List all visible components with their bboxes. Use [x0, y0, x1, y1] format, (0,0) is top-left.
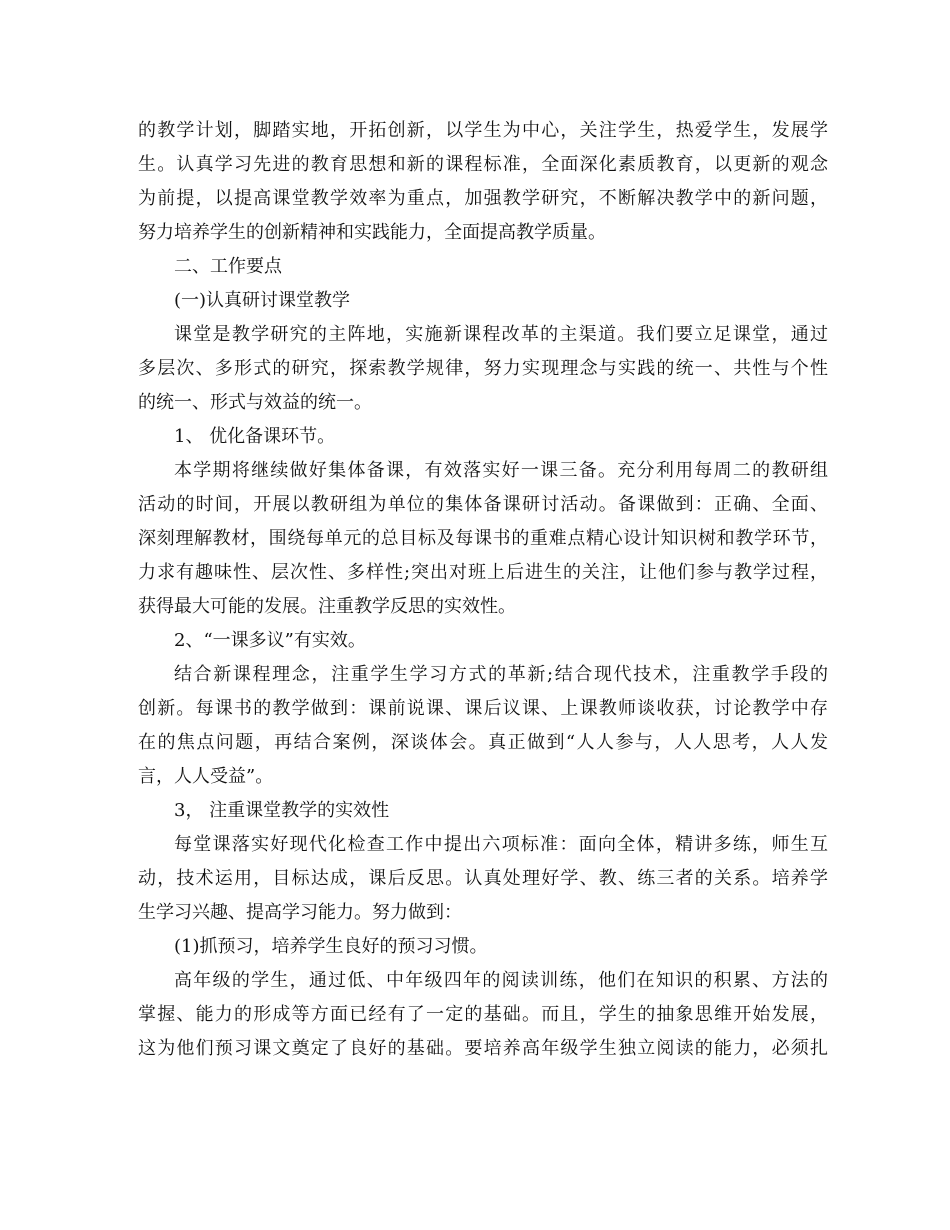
- text-line: 的统一、形式与效益的统一。: [138, 392, 372, 413]
- body-paragraph: [138, 658, 828, 794]
- body-paragraph: [138, 454, 828, 624]
- text-line: 的教学计划，脚踏实地，开拓创新，以学生为中心，关注学生，热爱学生，发展学: [138, 120, 828, 141]
- text-line: 创新。每课书的教学做到：课前说课、课后议课、上课教师谈收获，讨论教学中存: [138, 698, 828, 719]
- text-line: 本学期将继续做好集体备课，有效落实好一课三备。充分利用每周二的教研组: [174, 460, 828, 481]
- body-paragraph: [138, 828, 828, 930]
- text-line: 掌握、能力的形成等方面已经有了一定的基础。而且，学生的抽象思维开始发展，: [138, 1004, 828, 1025]
- text-line: 每堂课落实好现代化检查工作中提出六项标准：面向全体，精讲多练，师生互: [174, 834, 828, 855]
- text-line: 结合新课程理念，注重学生学习方式的革新;结合现代技术，注重教学手段的: [174, 664, 828, 685]
- text-line: 深刻理解教材，围绕每单元的总目标及每课书的重难点精心设计知识树和教学环节，: [138, 528, 828, 549]
- section-heading: [138, 250, 828, 284]
- text-line: 为前提，以提高课堂教学效率为重点，加强教学研究，不断解决教学中的新问题，: [138, 188, 828, 209]
- text-line: 言，人人受益”。: [138, 766, 274, 787]
- section-heading: [138, 420, 828, 454]
- text-line: 生。认真学习先进的教育思想和新的课程标准，全面深化素质教育，以更新的观念: [138, 154, 828, 175]
- text-line: 动，技术运用，目标达成，课后反思。认真处理好学、教、练三者的关系。培养学: [138, 868, 828, 889]
- section-heading: [138, 930, 828, 964]
- text-line: 活动的时间，开展以教研组为单位的集体备课研讨活动。备课做到：正确、全面、: [138, 494, 828, 515]
- text-line: 获得最大可能的发展。注重教学反思的实效性。: [138, 596, 516, 617]
- text-line: 力求有趣味性、层次性、多样性;突出对班上后进生的关注，让他们参与教学过程，: [138, 562, 828, 583]
- text-line: 在的焦点问题，再结合案例，深谈体会。真正做到“人人参与，人人思考，人人发: [138, 732, 828, 753]
- text-line: 多层次、多形式的研究，探索教学规律，努力实现理念与实践的统一、共性与个性: [138, 358, 828, 379]
- text-line: 二、工作要点: [174, 256, 282, 277]
- body-paragraph: [138, 964, 828, 1066]
- text-line: 2、“一课多议”有实效。: [174, 630, 366, 651]
- text-line: 3， 注重课堂教学的实效性: [174, 800, 390, 821]
- text-line: 生学习兴趣、提高学习能力。努力做到：: [138, 902, 462, 923]
- document-body: [138, 114, 828, 1066]
- text-line: 1、 优化备课环节。: [174, 426, 336, 447]
- body-paragraph: [138, 318, 828, 420]
- section-heading: [138, 794, 828, 828]
- text-line: 高年级的学生，通过低、中年级四年的阅读训练，他们在知识的积累、方法的: [174, 970, 828, 991]
- section-heading: [138, 284, 828, 318]
- text-line: 努力培养学生的创新精神和实践能力，全面提高教学质量。: [138, 222, 606, 243]
- text-line: (一)认真研讨课堂教学: [174, 290, 351, 311]
- section-heading: [138, 624, 828, 658]
- text-line: 这为他们预习课文奠定了良好的基础。要培养高年级学生独立阅读的能力，必须扎: [138, 1038, 828, 1059]
- body-paragraph: [138, 114, 828, 250]
- text-line: 课堂是教学研究的主阵地，实施新课程改革的主渠道。我们要立足课堂，通过: [174, 324, 828, 345]
- text-line: (1)抓预习，培养学生良好的预习习惯。: [174, 936, 488, 957]
